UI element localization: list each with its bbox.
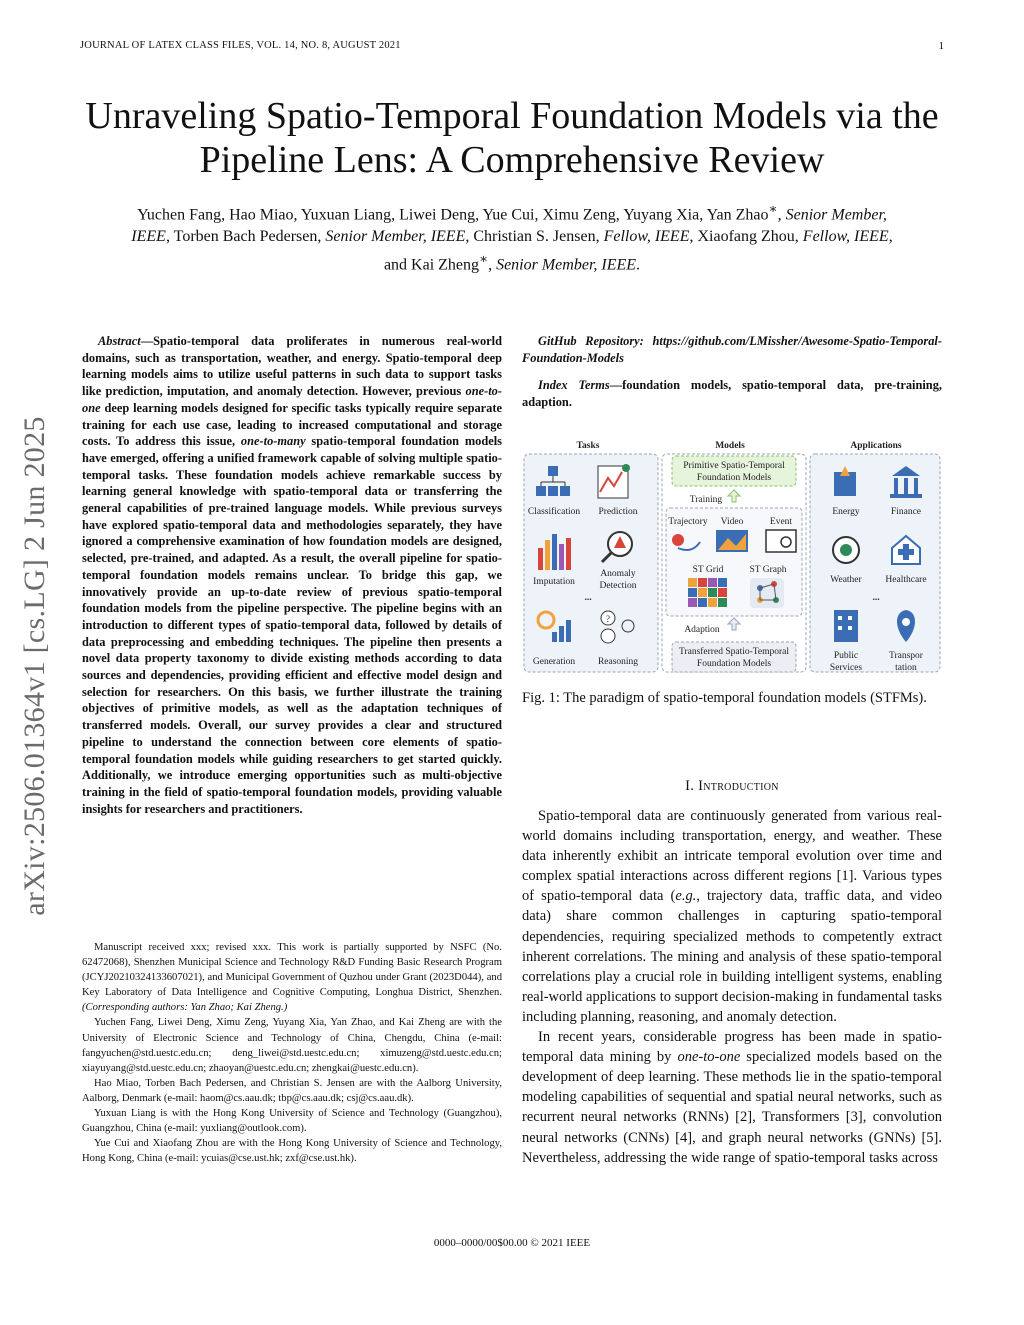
event-icon — [766, 530, 796, 552]
abstract-text: deep learning models designed for specific tasks typically require separate training for each use case, leading to increased computational and storage costs. To address this issue, — [82, 400, 502, 449]
corresponding-mark: ∗ — [479, 251, 489, 267]
author-role: Senior Member, IEEE — [325, 228, 466, 246]
transferred-line2: Foundation Models — [696, 659, 772, 669]
models-title: Models — [715, 441, 745, 451]
corresponding-mark: ∗ — [768, 201, 778, 216]
abstract — [82, 333, 502, 817]
abstract-emph: one-to-many — [240, 434, 306, 449]
data-st-graph: ST Graph — [749, 565, 787, 575]
index-terms — [522, 377, 942, 410]
intro-text: specialized models based on the development of deep learning. These methods lie in the spatio-temporal modeling capabilities of sequential and spatial neural networks, such as recurrent neural networks (RNNs) [2], Transformers [3], convolution neural networks (CNNs) [4], and graph neural networks (GNNs) [5]. Nevertheless, addressing the wide range of spatio-temporal tasks across — [522, 1049, 942, 1166]
author-role: Fellow, IEEE — [603, 228, 690, 246]
github-repository[interactable]: GitHub Repository: https://github.com/LMissher/Awesome-Spatio-Temporal-Foundation-Models — [522, 334, 942, 365]
data-event: Event — [769, 517, 793, 527]
footnotes — [82, 940, 502, 1166]
video-icon — [716, 530, 748, 552]
footnote-affiliation: Hao Miao, Torben Bach Pedersen, and Christian S. Jensen are with the Aalborg University, Aalborg, Denmark (e-mail: haom@cs.aau.dk; tbp@cs.aau.dk; csj@cs.aau.dk). — [82, 1077, 502, 1104]
arxiv-stamp — [12, 386, 58, 946]
app-finance: Finance — [890, 507, 922, 517]
index-terms-text: —foundation models, spatio-temporal data, pre-training, adaption. — [522, 378, 942, 409]
figure-caption: Fig. 1: The paradigm of spatio-temporal foundation models (STFMs). — [522, 690, 927, 706]
introduction-body — [522, 806, 942, 1168]
authors-part: , and Kai Zheng — [383, 228, 893, 274]
author-role: Senior Member, IEEE — [131, 206, 887, 246]
task-reasoning: Reasoning — [597, 657, 639, 667]
applications-title: Applications — [850, 441, 902, 451]
abstract-text: —Spatio-temporal data proliferates in numerous real-world domains, such as transportation, weather, and energy. Spatio-temporal deep learning models aims to utilize useful patterns in such data to support tasks like prediction, imputation, and anomaly detection. However, previous — [82, 334, 502, 399]
graph-icon — [750, 578, 784, 608]
app-healthcare: Healthcare — [885, 575, 927, 585]
section-title: Introduction — [698, 778, 779, 794]
intro-paragraph — [522, 806, 942, 1027]
training-label: Training — [689, 495, 723, 505]
svg-text:?: ? — [606, 614, 610, 624]
abstract-text: spatio-temporal foundation models have emerged, offering a unified framework capable of solving multiple spatio-temporal tasks. These foundation models achieve remarkable success by learning general knowledge with spatio-temporal data or transferring the general capabilities of pre-trained language models. While previous surveys have explored spatio-temporal data and methodologies separately, they have ignored a comprehensive examination of how foundation models are designed, selected, pre-trained, and adapted. As a result, the overall pipeline for spatio-temporal foundation models remains unclear. To bridge this gap, we innovatively provide an up-to-date review of previous spatio-temporal foundation models from the pipeline perspective. The pipeline begins with an introduction to different types of spatio-temporal data, followed by details of data preprocessing and embedding techniques. The pipeline then presents a novel data property taxonomy to divide existing methods according to data sources and dependencies, providing efficient and effective model design and selection for researchers. On this basis, we further illustrate the training objectives of primitive models, as well as the adaptation techniques of transferred models. Overall, our survey provides a clear and structured pipeline to understand the connection between core elements of spatio-temporal foundation models while guiding researchers to get started quickly. Additionally, we introduce emerging opportunities such as multi-objective training in the field of spatio-temporal foundation models, providing valuable insights for researchers and practitioners. — [82, 434, 503, 816]
arxiv-id: arXiv:2506.01364v1 [cs.LG] 2 Jun 2025 — [18, 416, 51, 916]
authors-part: Yuchen Fang, Hao Miao, Yuxuan Liang, Liwei Deng, Yue Cui, Ximu Zeng, Yuyang Xia, Yan Zhao — [137, 206, 769, 224]
app-public: Public — [833, 651, 859, 661]
footnote-affiliation: Yuchen Fang, Liwei Deng, Ximu Zeng, Yuyang Xia, Yan Zhao, and Kai Zheng are with the University of Electronic Science and Technology of China, Chengdu, China (e-mail: fangyuchen@std.uestc.edu.cn; deng_liwei@std.uestc.edu.cn; ximuzeng@std.uestc.edu.cn; xiayuyang@std.uestc.edu.cn; zhaoyan@uestc.edu.cn; zhengkai@uestc.edu.cn). — [82, 1017, 502, 1074]
app-energy: Energy — [832, 507, 860, 517]
task-generation: Generation — [532, 657, 576, 667]
apps-ellipsis: ... — [872, 593, 880, 603]
intro-paragraph — [522, 1027, 942, 1168]
authors-part: , Christian S. Jensen, — [465, 228, 604, 246]
author-role: Senior Member, IEEE — [496, 256, 637, 274]
running-header: JOURNAL OF LATEX CLASS FILES, VOL. 14, NO. 8, AUGUST 2021 — [80, 40, 401, 51]
authors-part: . — [636, 256, 641, 274]
tasks-title: Tasks — [576, 441, 600, 451]
copyright-line: 0000–0000/00$00.00 © 2021 IEEE — [433, 1237, 591, 1249]
adaption-label: Adaption — [684, 625, 720, 635]
author-role: Fellow, IEEE — [802, 228, 889, 246]
app-services: Services — [829, 663, 863, 673]
intro-emph: one-to-one — [677, 1049, 741, 1066]
footnote-text: Manuscript received xxx; revised xxx. This work is partially supported by NSFC (No. 62472068), Shenzhen Municipal Science and Technology R&D Funding Basic Research Program (JCYJ20210324133607021), and Municipal Government of Quzhou under Grant (2023D044), and Key Laboratory of Data Intelligence and Cognitive Computing, Longhua District, Shenzhen. — [82, 942, 502, 999]
app-weather: Weather — [830, 575, 862, 585]
primitive-line2: Foundation Models — [696, 473, 772, 483]
app-transpor: Transpor — [889, 651, 923, 661]
page-number: 1 — [938, 40, 944, 52]
index-terms-label: Index Terms — [538, 378, 610, 392]
task-detection: Detection — [599, 581, 637, 591]
abstract-emph: one-to-one — [82, 384, 502, 415]
author-list: Yuchen Fang, Hao Miao, Yuxuan Liang, Liwei Deng, Yue Cui, Ximu Zeng, Yuyang Xia, Yan Zhao∗, Senior Member, IEEE, Torben Bach Pedersen, Senior Member, IEEE, Christian S. Jensen, Fellow, IEEE, Xiaofang Zhou, Fellow, IEEE, and Kai Zheng∗, Senior Member, IEEE. — [131, 201, 893, 274]
intro-text: Spatio-temporal data are continuously generated from various real-world domains including transportation, energy, and weather. These data inherently exhibit an intricate temporal evolution over time and complex spatial interactions across different regions [1]. Various types of spatio-temporal data ( — [522, 808, 942, 905]
intro-emph: e.g. — [675, 888, 697, 905]
tasks-ellipsis: ... — [584, 593, 592, 603]
paradigm-figure — [522, 436, 942, 680]
task-classification: Classification — [527, 507, 581, 517]
section-heading — [522, 778, 942, 795]
data-video: Video — [720, 517, 744, 527]
authors-part: , Xiaofang Zhou, — [689, 228, 803, 246]
app-tation: tation — [895, 663, 917, 673]
primitive-line1: Primitive Spatio-Temporal — [683, 461, 785, 471]
transferred-line1: Transferred Spatio-Temporal — [678, 647, 790, 657]
intro-text: In recent years, considerable progress has been made in spatio-temporal data mining by — [522, 1029, 942, 1066]
building-icon — [834, 610, 858, 642]
paper-title: Unraveling Spatio-Temporal Foundation Models via the Pipeline Lens: A Comprehensive Review — [85, 95, 939, 181]
footnote-text: (Corresponding authors: Yan Zhao; Kai Zheng.) — [82, 1002, 288, 1014]
authors-part: , Torben Bach Pedersen, — [165, 228, 326, 246]
data-st-grid: ST Grid — [692, 565, 724, 575]
section-number: I. — [685, 778, 699, 794]
line-chart-icon — [598, 464, 630, 498]
abstract-label: Abstract — [98, 334, 141, 348]
data-trajectory: Trajectory — [668, 517, 708, 527]
globe-icon — [833, 537, 859, 563]
footnote-funding — [82, 940, 502, 1015]
footnote-affiliation: Yue Cui and Xiaofang Zhou are with the Hong Kong University of Science and Technology, Hong Kong, China (e-mail: ycuias@cse.ust.hk; zxf@cse.ust.hk). — [82, 1138, 502, 1165]
task-imputation: Imputation — [533, 577, 575, 587]
intro-text: , trajectory data, traffic data, and video data) share common challenges in capturing spatio-temporal dependencies, requiring specialized methods to competently extract inherent correlations. The mining and analysis of these spatio-temporal correlations play a crucial role in building intelligent systems, enabling real-world applications to support decision-making in fundamental tasks including planning, reasoning, and anomaly detection. — [522, 888, 943, 1025]
task-prediction: Prediction — [598, 507, 638, 517]
task-anomaly: Anomaly — [600, 569, 636, 579]
footnote-affiliation: Yuxuan Liang is with the Hong Kong University of Science and Technology (Guangzhou), Guangzhou, China (e-mail: yuxliang@outlook.com). — [82, 1108, 502, 1135]
